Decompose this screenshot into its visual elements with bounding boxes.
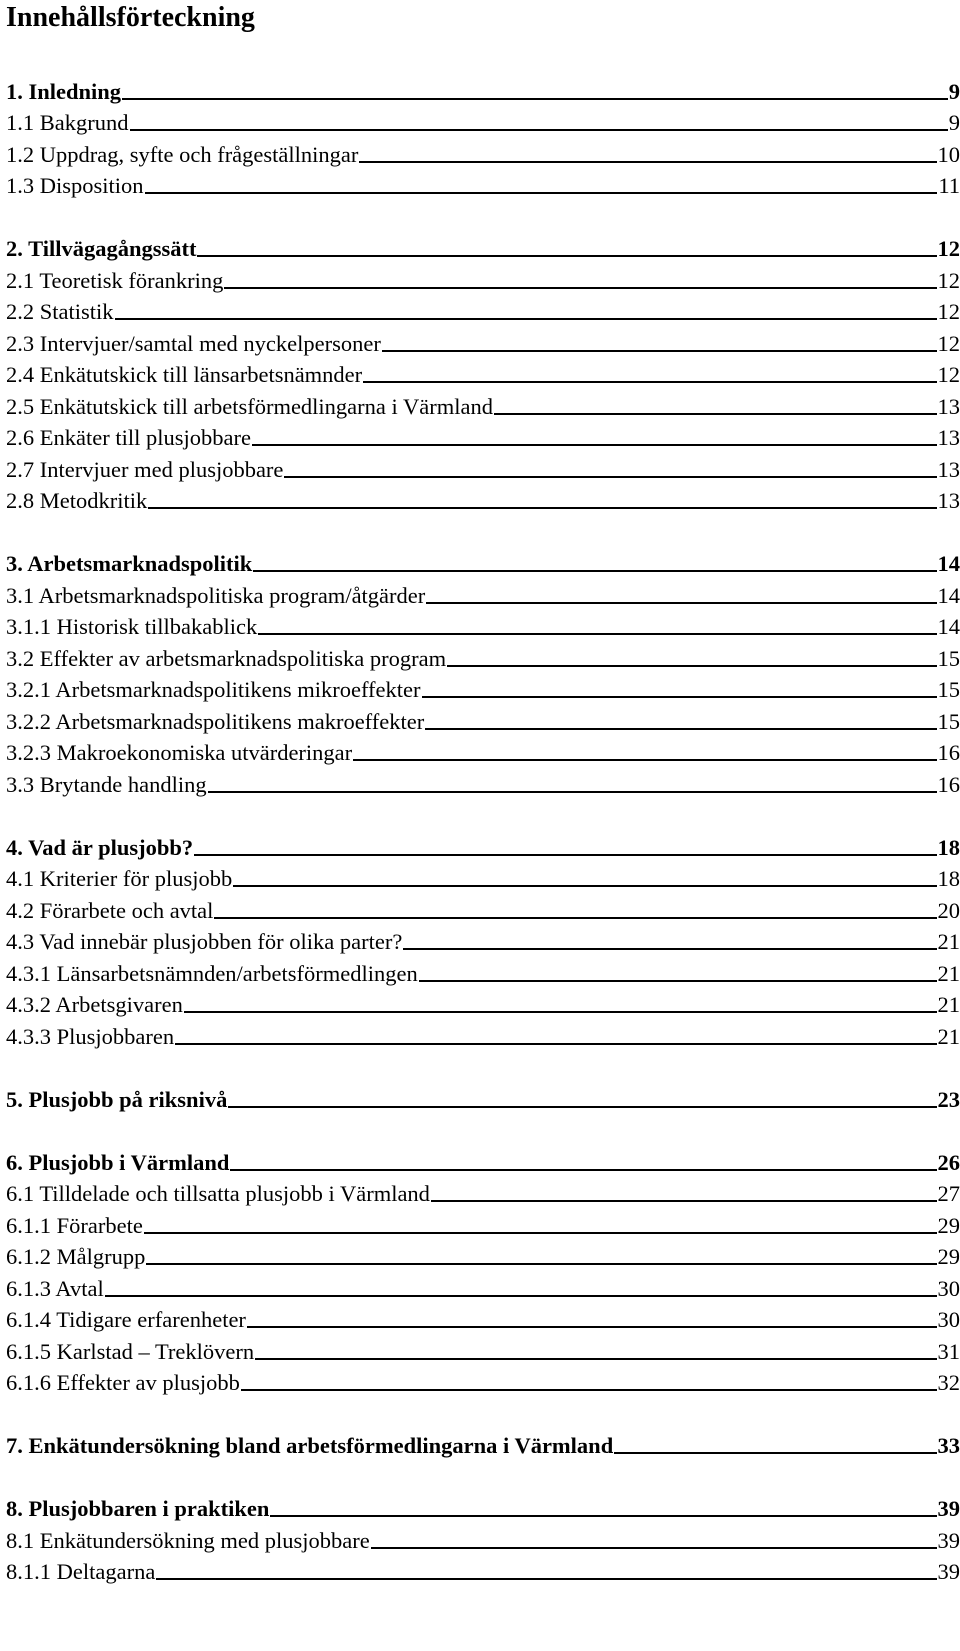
toc-entry-page-number: 12: [937, 362, 960, 387]
toc-leader-line: [425, 728, 936, 730]
toc-entry-title: 6.1.3 Avtal: [6, 1275, 104, 1301]
toc-entry[interactable]: [6, 1238, 960, 1270]
toc-entry-title: 3.1.1 Historisk tillbakablick: [6, 614, 258, 639]
toc-entry-title: 3.2.3 Makroekonomiska utvärderingar: [6, 740, 353, 765]
toc-entry[interactable]: [6, 1269, 960, 1301]
toc-leader-line: [194, 854, 936, 856]
toc-leader-line: [363, 381, 936, 383]
toc-entry-title: 3. Arbetsmarknadspolitik: [6, 551, 253, 576]
toc-entry-title: 2.6 Enkäter till plusjobbare: [6, 425, 251, 450]
toc-entry-page-number: 13: [937, 488, 960, 513]
toc-entry[interactable]: [6, 1332, 960, 1364]
toc-entry-title: 6.1 Tilldelade och tillsatta plusjobb i Värmland: [6, 1181, 430, 1206]
toc-leader-line: [115, 318, 937, 320]
toc-leader-line: [175, 1043, 936, 1045]
toc-section: [6, 1143, 960, 1395]
toc-section: [6, 1490, 960, 1585]
toc-entry[interactable]: [6, 1553, 960, 1585]
toc-leader-line: [382, 350, 937, 352]
toc-leader-line: [284, 476, 936, 478]
toc-entry-page-number: 20: [937, 897, 960, 923]
toc-entry-title: 7. Enkätundersökning bland arbetsförmedlingarna i Värmland: [6, 1433, 614, 1458]
toc-entry-page-number: 21: [937, 960, 960, 986]
toc-leader-line: [241, 1389, 937, 1391]
toc-entry-page-number: 39: [937, 1527, 960, 1553]
toc-heading-entry[interactable]: [6, 1427, 960, 1459]
toc-entry-title: 4.3.2 Arbetsgivaren: [6, 992, 183, 1017]
toc-entry-page-number: 9: [948, 78, 960, 104]
toc-entry-page-number: 9: [948, 110, 960, 135]
toc-leader-line: [130, 129, 948, 131]
toc-entry-title: 2.4 Enkätutskick till länsarbetsnämnder: [6, 362, 363, 387]
toc-leader-line: [233, 885, 936, 887]
toc-entry[interactable]: [6, 734, 960, 766]
toc-entry-page-number: 39: [937, 1496, 960, 1521]
toc-entry[interactable]: [6, 576, 960, 608]
toc-entry-title: 2.7 Intervjuer med plusjobbare: [6, 456, 284, 482]
toc-entry-title: 4.2 Förarbete och avtal: [6, 897, 214, 923]
toc-section: [6, 72, 960, 198]
toc-entry[interactable]: [6, 1175, 960, 1207]
toc-entry-title: 5. Plusjobb på riksnivå: [6, 1086, 228, 1112]
toc-entry[interactable]: [6, 860, 960, 892]
toc-entry-title: 8. Plusjobbaren i praktiken: [6, 1496, 270, 1521]
toc-entry-title: 3.2.2 Arbetsmarknadspolitikens makroeffekter: [6, 708, 425, 734]
toc-entry[interactable]: [6, 986, 960, 1018]
table-of-contents: [6, 72, 960, 1616]
toc-entry[interactable]: [6, 923, 960, 955]
toc-leader-line: [148, 507, 936, 509]
toc-leader-line: [252, 444, 937, 446]
toc-leader-line: [371, 1547, 937, 1549]
toc-leader-line: [403, 948, 936, 950]
toc-leader-line: [426, 602, 936, 604]
toc-entry[interactable]: [6, 639, 960, 671]
toc-leader-line: [230, 1169, 936, 1171]
toc-entry-title: 8.1 Enkätundersökning med plusjobbare: [6, 1527, 370, 1553]
toc-entry-page-number: 18: [937, 834, 960, 860]
toc-entry[interactable]: [6, 419, 960, 451]
toc-heading-entry[interactable]: [6, 545, 960, 577]
toc-entry-page-number: 33: [937, 1433, 960, 1458]
toc-entry-title: 1.2 Uppdrag, syfte och frågeställningar: [6, 141, 359, 167]
toc-entry-page-number: 14: [937, 582, 960, 608]
toc-entry-page-number: 12: [937, 236, 960, 261]
toc-leader-line: [359, 161, 936, 163]
toc-entry[interactable]: [6, 702, 960, 734]
toc-entry-title: 4.3.1 Länsarbetsnämnden/arbetsförmedlingen: [6, 960, 418, 986]
toc-leader-line: [145, 192, 938, 194]
toc-section: [6, 828, 960, 1049]
toc-entry-title: 6. Plusjobb i Värmland: [6, 1149, 230, 1175]
toc-entry-page-number: 29: [937, 1212, 960, 1238]
toc-leader-line: [247, 1326, 937, 1328]
toc-entry-page-number: 26: [937, 1149, 960, 1175]
toc-entry-title: 3.3 Brytande handling: [6, 771, 207, 797]
toc-entry-page-number: 13: [937, 456, 960, 482]
toc-entry[interactable]: [6, 765, 960, 797]
toc-entry-page-number: 12: [937, 299, 960, 324]
toc-entry[interactable]: [6, 608, 960, 640]
toc-entry-page-number: 13: [937, 425, 960, 450]
toc-section: [6, 230, 960, 514]
toc-entry[interactable]: [6, 261, 960, 293]
toc-entry-page-number: 18: [937, 866, 960, 891]
toc-entry-title: 3.2 Effekter av arbetsmarknadspolitiska program: [6, 645, 447, 671]
toc-entry[interactable]: [6, 1301, 960, 1333]
toc-entry-title: 3.1 Arbetsmarknadspolitiska program/åtgärder: [6, 582, 426, 608]
toc-entry[interactable]: [6, 104, 960, 136]
toc-entry-page-number: 23: [937, 1086, 960, 1112]
toc-section: [6, 545, 960, 797]
toc-entry-title: 2.2 Statistik: [6, 299, 114, 324]
toc-entry[interactable]: [6, 1521, 960, 1553]
toc-leader-line: [224, 287, 936, 289]
toc-entry-title: 1. Inledning: [6, 78, 122, 104]
toc-leader-line: [258, 633, 936, 635]
toc-entry-title: 2. Tillvägagångssätt: [6, 236, 197, 261]
toc-heading-entry[interactable]: [6, 1080, 960, 1112]
toc-leader-line: [422, 696, 937, 698]
toc-section: [6, 1080, 960, 1112]
toc-entry-title: 3.2.1 Arbetsmarknadspolitikens mikroeffekter: [6, 677, 421, 702]
toc-entry[interactable]: [6, 1206, 960, 1238]
toc-section: [6, 1427, 960, 1459]
toc-entry-title: 4.3.3 Plusjobbaren: [6, 1023, 175, 1049]
toc-entry-page-number: 15: [937, 677, 960, 702]
toc-entry-page-number: 30: [937, 1307, 960, 1332]
toc-entry-title: 4. Vad är plusjobb?: [6, 834, 194, 860]
page-title: Innehållsförteckning: [6, 2, 255, 33]
toc-entry-page-number: 11: [938, 173, 960, 198]
toc-leader-line: [214, 917, 936, 919]
toc-entry-page-number: 21: [937, 992, 960, 1017]
toc-entry-page-number: 15: [937, 645, 960, 671]
toc-entry-title: 6.1.6 Effekter av plusjobb: [6, 1370, 240, 1395]
toc-entry-title: 8.1.1 Deltagarna: [6, 1559, 156, 1584]
toc-leader-line: [419, 980, 937, 982]
toc-leader-line: [270, 1515, 936, 1517]
toc-entry-page-number: 15: [937, 708, 960, 734]
toc-leader-line: [208, 791, 937, 793]
toc-entry-title: 4.1 Kriterier för plusjobb: [6, 866, 233, 891]
toc-entry-title: 2.1 Teoretisk förankring: [6, 267, 224, 293]
toc-entry[interactable]: [6, 450, 960, 482]
toc-entry-page-number: 29: [937, 1244, 960, 1269]
toc-entry-title: 1.1 Bakgrund: [6, 110, 129, 135]
toc-entry-page-number: 12: [937, 267, 960, 293]
toc-leader-line: [255, 1358, 936, 1360]
toc-heading-entry[interactable]: [6, 828, 960, 860]
toc-entry-title: 2.5 Enkätutskick till arbetsförmedlingarna i Värmland: [6, 393, 493, 419]
toc-entry[interactable]: [6, 482, 960, 514]
toc-leader-line: [122, 98, 948, 100]
toc-entry[interactable]: [6, 1017, 960, 1049]
toc-entry-title: 4.3 Vad innebär plusjobben för olika parter?: [6, 929, 403, 954]
toc-entry-page-number: 30: [937, 1275, 960, 1301]
toc-entry-page-number: 14: [937, 551, 960, 576]
toc-entry[interactable]: [6, 671, 960, 703]
toc-entry-page-number: 16: [937, 740, 960, 765]
toc-entry-page-number: 13: [937, 393, 960, 419]
toc-entry[interactable]: [6, 387, 960, 419]
toc-entry-title: 6.1.4 Tidigare erfarenheter: [6, 1307, 246, 1332]
toc-heading-entry[interactable]: [6, 230, 960, 262]
toc-entry-title: 1.3 Disposition: [6, 173, 144, 198]
toc-entry[interactable]: [6, 135, 960, 167]
toc-leader-line: [253, 570, 936, 572]
toc-entry-page-number: 27: [937, 1181, 960, 1206]
toc-entry-title: 6.1.2 Målgrupp: [6, 1244, 146, 1269]
toc-entry-page-number: 12: [937, 330, 960, 356]
toc-entry[interactable]: [6, 1364, 960, 1396]
toc-leader-line: [146, 1263, 936, 1265]
toc-leader-line: [197, 255, 936, 257]
toc-leader-line: [447, 665, 936, 667]
toc-entry-title: 2.8 Metodkritik: [6, 488, 148, 513]
toc-leader-line: [184, 1011, 937, 1013]
toc-entry-title: 2.3 Intervjuer/samtal med nyckelpersoner: [6, 330, 381, 356]
toc-entry[interactable]: [6, 167, 960, 199]
toc-entry-page-number: 21: [937, 1023, 960, 1049]
toc-leader-line: [156, 1578, 936, 1580]
toc-entry[interactable]: [6, 954, 960, 986]
toc-leader-line: [614, 1452, 936, 1454]
toc-leader-line: [353, 759, 936, 761]
toc-entry-page-number: 16: [937, 771, 960, 797]
toc-heading-entry[interactable]: [6, 1143, 960, 1175]
toc-entry-page-number: 10: [937, 141, 960, 167]
toc-leader-line: [228, 1106, 936, 1108]
toc-leader-line: [144, 1232, 937, 1234]
toc-entry-title: 6.1.1 Förarbete: [6, 1212, 143, 1238]
toc-leader-line: [431, 1200, 937, 1202]
toc-heading-entry[interactable]: [6, 72, 960, 104]
toc-entry-page-number: 31: [937, 1338, 960, 1364]
toc-entry[interactable]: [6, 356, 960, 388]
toc-entry[interactable]: [6, 324, 960, 356]
toc-entry-page-number: 14: [937, 614, 960, 639]
toc-leader-line: [105, 1295, 937, 1297]
toc-entry-page-number: 21: [937, 929, 960, 954]
toc-entry[interactable]: [6, 891, 960, 923]
toc-entry-page-number: 32: [937, 1370, 960, 1395]
toc-entry-page-number: 39: [937, 1559, 960, 1584]
toc-entry[interactable]: [6, 293, 960, 325]
toc-heading-entry[interactable]: [6, 1490, 960, 1522]
toc-leader-line: [494, 413, 937, 415]
toc-entry-title: 6.1.5 Karlstad – Treklövern: [6, 1338, 255, 1364]
